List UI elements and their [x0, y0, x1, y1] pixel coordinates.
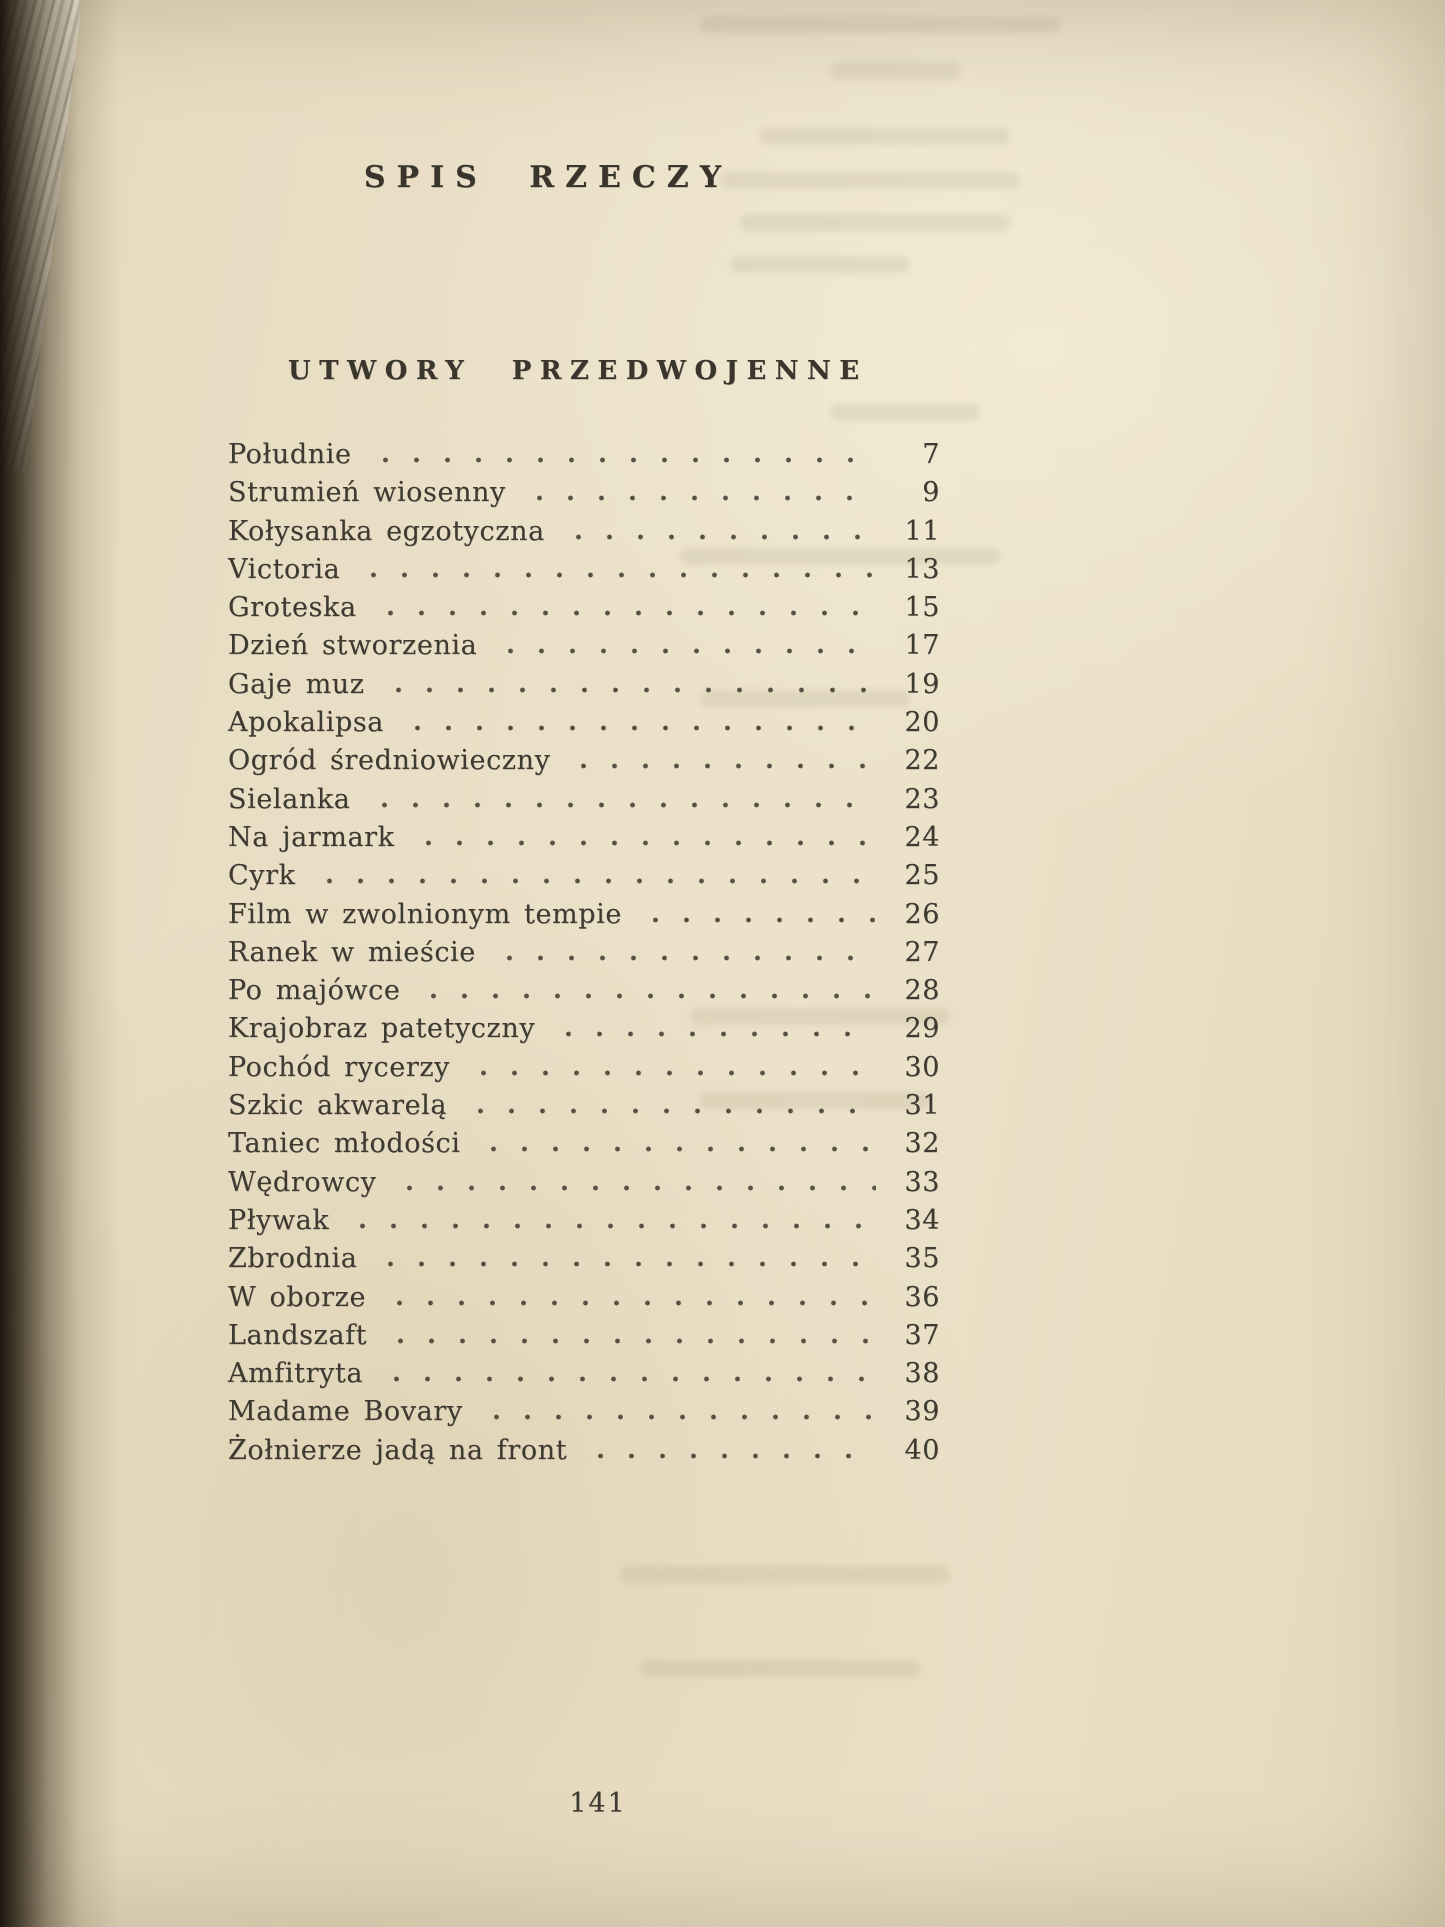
toc-entry [228, 972, 940, 1010]
toc-entry [228, 1393, 940, 1431]
toc-entry-title: Krajobraz patetyczny [228, 1013, 536, 1045]
show-through-smudge [700, 16, 1060, 33]
toc-entry-title: Victoria [228, 553, 341, 585]
toc-entry-page: 20 [904, 707, 940, 739]
toc-entry-title: Madame Bovary [228, 1396, 463, 1428]
toc-entry-title: Strumień wiosenny [228, 477, 506, 509]
dot-leader [385, 1338, 876, 1344]
toc-entry [228, 1125, 940, 1163]
toc-entry-title: Landszaft [228, 1319, 368, 1351]
toc-entry-page: 26 [904, 898, 940, 930]
toc-entry [228, 589, 940, 627]
toc-entry-title: Amfitryta [228, 1358, 364, 1390]
toc-entry [228, 819, 940, 857]
dot-leader [358, 572, 876, 578]
toc-entry-title: Na jarmark [228, 821, 395, 853]
toc-entry [228, 1432, 940, 1470]
toc-entry-title: Szkic akwarelą [228, 1090, 448, 1122]
toc-entry [228, 1202, 940, 1240]
toc-entry [228, 551, 940, 589]
dot-leader [394, 1185, 876, 1191]
dot-leader [585, 1453, 876, 1459]
toc-entry-title: Żołnierze jadą na front [228, 1434, 568, 1466]
table-of-contents [228, 436, 940, 1470]
toc-entry [228, 1240, 940, 1278]
toc-entry [228, 704, 940, 742]
toc-entry-title: Film w zwolnionym tempie [228, 898, 622, 930]
toc-entry-title: W oborze [228, 1281, 367, 1313]
toc-entry-title: Południe [228, 439, 352, 470]
toc-entry-page: 38 [904, 1358, 940, 1390]
toc-entry-title: Taniec młodości [228, 1128, 461, 1160]
show-through-smudge [830, 62, 960, 79]
toc-entry-page: 27 [904, 936, 940, 968]
toc-entry-page: 19 [904, 668, 940, 700]
dot-leader [314, 878, 876, 884]
toc-entry-page: 25 [904, 860, 940, 892]
toc-entry-page: 39 [904, 1396, 940, 1428]
page-number: 141 [569, 1788, 627, 1819]
toc-entry-title: Sielanka [228, 783, 351, 815]
toc-entry-title: Zbrodnia [228, 1243, 358, 1275]
toc-entry [228, 1049, 940, 1087]
toc-entry-page: 34 [904, 1204, 940, 1236]
dot-leader [481, 1414, 876, 1420]
toc-entry-page: 36 [904, 1281, 940, 1313]
toc-entry-page: 15 [904, 592, 940, 624]
toc-entry [228, 436, 940, 474]
toc-entry-page: 28 [904, 975, 940, 1007]
toc-entry [228, 1087, 940, 1125]
toc-entry-title: Pochód rycerzy [228, 1051, 451, 1083]
toc-entry-page: 11 [904, 515, 940, 547]
toc-entry [228, 1010, 940, 1048]
dot-leader [553, 1031, 876, 1037]
toc-entry-title: Dzień stworzenia [228, 630, 478, 662]
toc-entry [228, 666, 940, 704]
toc-entry-page: 40 [904, 1434, 940, 1466]
dot-leader [495, 648, 876, 654]
dot-leader [375, 610, 876, 616]
toc-entry [228, 742, 940, 780]
dot-leader [418, 993, 876, 999]
show-through-smudge [830, 404, 980, 421]
toc-entry-title: Ranek w mieście [228, 936, 476, 968]
show-through-smudge [640, 1660, 920, 1677]
dot-leader [381, 1376, 876, 1382]
dot-leader [384, 1300, 876, 1306]
dot-leader [413, 840, 876, 846]
toc-entry-title: Kołysanka egzotyczna [228, 515, 545, 547]
toc-entry-page: 30 [904, 1051, 940, 1083]
toc-entry-page: 22 [904, 745, 940, 777]
toc-entry [228, 1355, 940, 1393]
dot-leader [402, 725, 876, 731]
toc-entry-page: 23 [904, 783, 940, 815]
toc-entry [228, 1317, 940, 1355]
show-through-smudge [740, 214, 1010, 231]
show-through-smudge [620, 1566, 950, 1583]
toc-entry-title: Gaje muz [228, 668, 365, 700]
dot-leader [370, 457, 876, 463]
dot-leader [383, 687, 876, 693]
dot-leader [465, 1108, 876, 1114]
toc-entry-page: 29 [904, 1013, 940, 1045]
toc-entry-page: 33 [904, 1166, 940, 1198]
toc-entry-page: 17 [904, 630, 940, 662]
toc-entry [228, 513, 940, 551]
toc-entry-page: 7 [922, 439, 940, 470]
toc-entry-page: 32 [904, 1128, 940, 1160]
toc-entry-title: Wędrowcy [228, 1166, 377, 1198]
toc-entry-title: Pływak [228, 1204, 330, 1236]
toc-entry-title: Ogród średniowieczny [228, 745, 551, 777]
toc-entry [228, 896, 940, 934]
section-heading: UTWORY PRZEDWOJENNE [288, 356, 868, 386]
page-title: SPIS RZECZY [363, 160, 733, 195]
dot-leader [568, 763, 876, 769]
toc-entry [228, 1164, 940, 1202]
page-stack-edges [0, 0, 92, 470]
toc-entry [228, 474, 940, 512]
toc-entry [228, 627, 940, 665]
toc-entry [228, 1279, 940, 1317]
toc-entry-page: 24 [904, 821, 940, 853]
dot-leader [468, 1070, 876, 1076]
dot-leader [375, 1261, 876, 1267]
dot-leader [369, 802, 877, 808]
dot-leader [640, 917, 876, 923]
toc-entry-title: Apokalipsa [228, 707, 385, 739]
dot-leader [347, 1223, 876, 1229]
toc-entry-page: 31 [904, 1090, 940, 1122]
toc-entry-page: 35 [904, 1243, 940, 1275]
dot-leader [563, 534, 876, 540]
toc-entry-title: Groteska [228, 592, 357, 624]
toc-entry-page: 13 [904, 553, 940, 585]
show-through-smudge [730, 256, 910, 273]
toc-entry-title: Cyrk [228, 860, 296, 892]
dot-leader [524, 495, 876, 501]
toc-entry-title: Po majówce [228, 975, 401, 1007]
show-through-smudge [760, 128, 1010, 145]
toc-entry [228, 934, 940, 972]
dot-leader [494, 955, 876, 961]
toc-entry-page: 9 [922, 477, 940, 509]
toc-entry [228, 857, 940, 895]
dot-leader [478, 1146, 876, 1152]
toc-entry [228, 781, 940, 819]
toc-entry-page: 37 [904, 1319, 940, 1351]
